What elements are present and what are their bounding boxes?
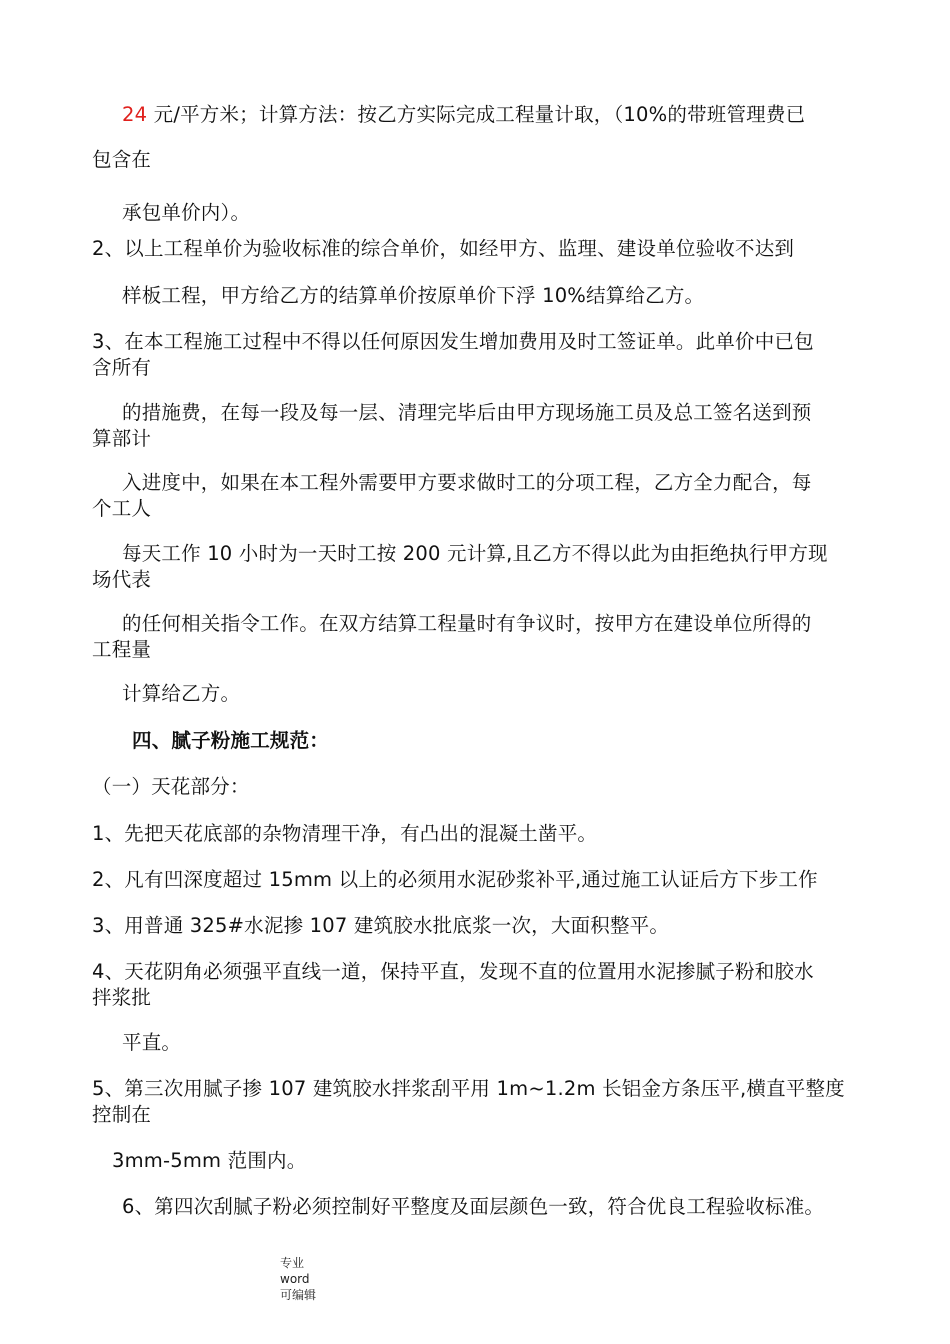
paragraph-line: 含所有: [92, 356, 152, 379]
list-item: 5、第三次用腻子掺 107 建筑胶水拌浆刮平用 1m~1.2m 长铝金方条压平,横直平整度: [92, 1077, 845, 1100]
list-item: 1、先把天花底部的杂物清理干净，有凸出的混凝土凿平。: [92, 822, 598, 845]
list-item: 2、凡有凹深度超过 15mm 以上的必须用水泥砂浆补平,通过施工认证后方下步工作: [92, 868, 818, 891]
list-item-continuation: 平直。: [122, 1031, 182, 1054]
subsection-heading: （一）天花部分：: [92, 775, 250, 798]
paragraph-line: 包含在: [92, 148, 152, 171]
paragraph-line: 承包单价内）。: [122, 201, 251, 224]
paragraph-line: 3、在本工程施工过程中不得以任何原因发生增加费用及时工签证单。此单价中已包: [92, 330, 814, 353]
paragraph-line: 入进度中，如果在本工程外需要甲方要求做时工的分项工程，乙方全力配合，每: [122, 471, 812, 494]
list-item-continuation: 拌浆批: [92, 986, 152, 1009]
paragraph-line: 场代表: [92, 568, 152, 591]
footer-label: 可编辑: [280, 1288, 317, 1302]
paragraph-line: 的措施费，在每一段及每一层、清理完毕后由甲方现场施工员及总工签名送到预: [122, 401, 812, 424]
list-item: 3、用普通 325#水泥掺 107 建筑胶水批底浆一次，大面积整平。: [92, 914, 670, 937]
paragraph-line: 工程量: [92, 638, 152, 661]
paragraph-line: 的任何相关指令工作。在双方结算工程量时有争议时，按甲方在建设单位所得的: [122, 612, 812, 635]
paragraph-text: 元/平方米；计算方法：按乙方实际完成工程量计取，（10%的带班管理费已: [147, 103, 806, 126]
paragraph-line: 每天工作 10 小时为一天时工按 200 元计算,且乙方不得以此为由拒绝执行甲方现: [122, 542, 828, 565]
footer-label: 专业: [280, 1256, 305, 1270]
paragraph-line: [122, 102, 805, 128]
paragraph-line: 计算给乙方。: [122, 682, 241, 705]
list-item: 6、第四次刮腻子粉必须控制好平整度及面层颜色一致，符合优良工程验收标准。: [122, 1195, 825, 1218]
paragraph-line: 样板工程，甲方给乙方的结算单价按原单价下浮 10%结算给乙方。: [122, 284, 705, 307]
paragraph-line: 2、以上工程单价为验收标准的综合单价，如经甲方、监理、建设单位验收不达到: [92, 237, 795, 260]
unit-price-number: 24: [122, 103, 148, 126]
section-heading: 四、腻子粉施工规范：: [132, 729, 330, 752]
paragraph-line: 算部计: [92, 427, 152, 450]
list-item-continuation: 控制在: [92, 1103, 152, 1126]
list-item: 4、天花阴角必须强平直线一道，保持平直，发现不直的位置用水泥掺腻子粉和胶水: [92, 960, 814, 983]
list-item-continuation: 3mm-5mm 范围内。: [112, 1149, 307, 1172]
footer-label: word: [280, 1272, 310, 1286]
paragraph-line: 个工人: [92, 497, 152, 520]
